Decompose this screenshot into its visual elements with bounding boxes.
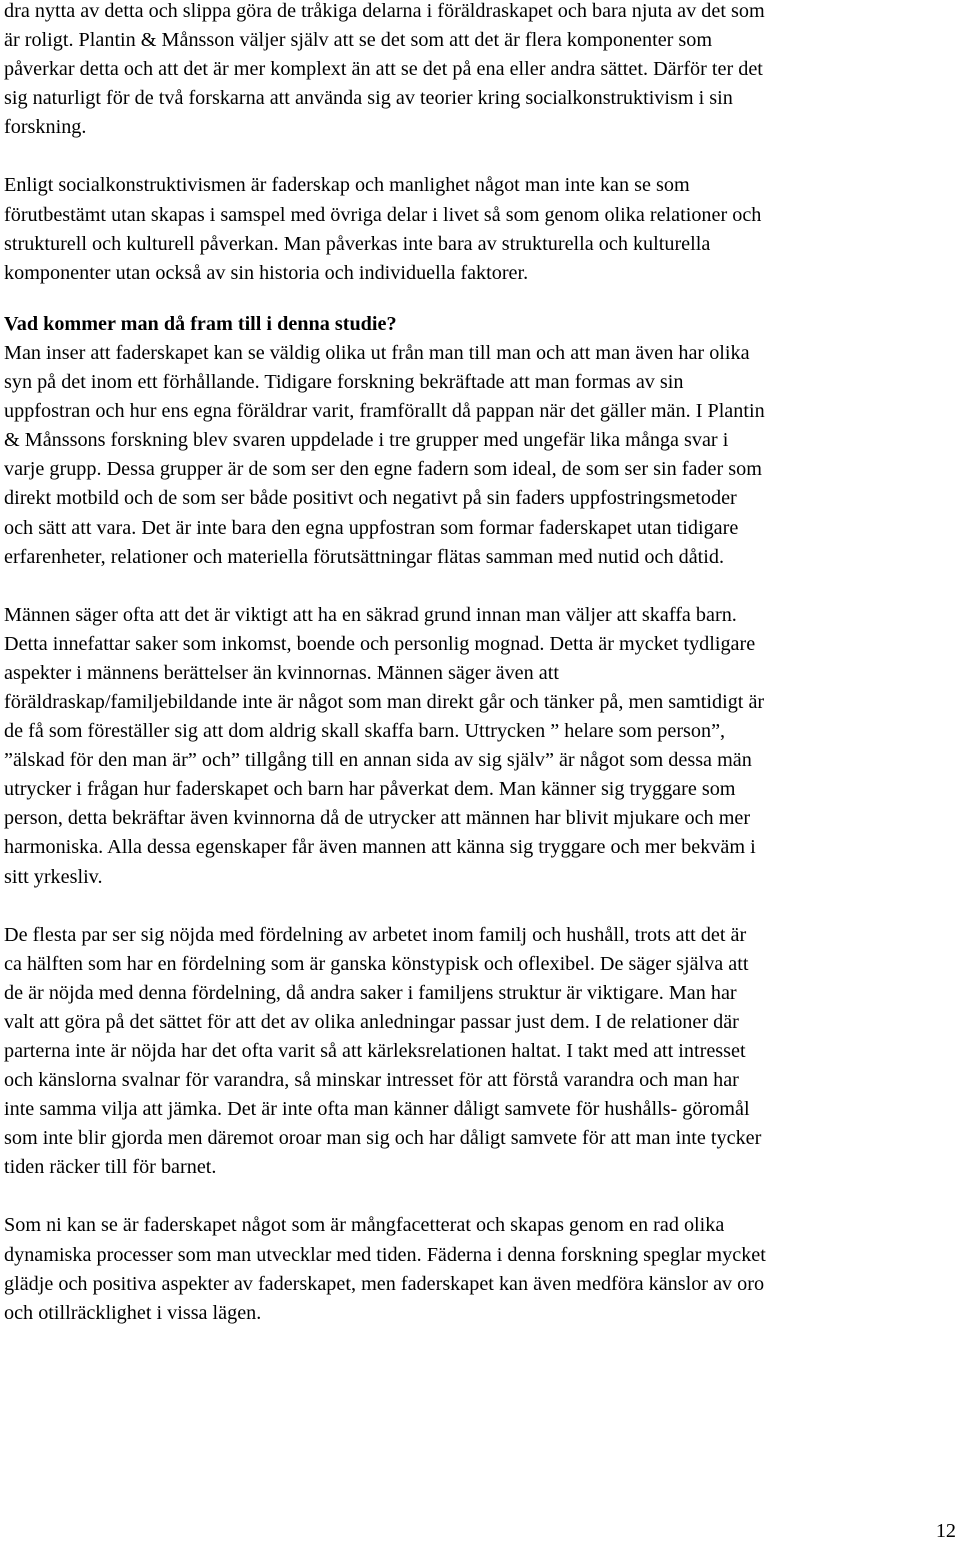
text-line: de är nöjda med denna fördelning, då andra saker i familjens struktur är viktigare. Man har: [4, 981, 737, 1004]
text-line: och otillräcklighet i vissa lägen.: [4, 1301, 262, 1324]
text-line: & Månssons forskning blev svaren uppdelade i tre grupper med ungefär lika många svar i: [4, 429, 729, 452]
paragraph-2: [4, 171, 959, 287]
text-line: är roligt. Plantin & Månsson väljer själv att se det som att det är flera komponenter som: [4, 29, 713, 52]
text-line: som inte blir gjorda men däremot oroar man sig och har dåligt samvete för att man inte tycker: [4, 1127, 762, 1150]
text-line: valt att göra på det sättet för att det av olika anledningar passar just dem. I de relationer där: [4, 1010, 739, 1033]
text-line: ”älskad för den man är” och” tillgång till en annan sida av sig själv” är något som dessa män: [4, 749, 752, 772]
text-line: och känslorna svalnar för varandra, så minskar intresset för att förstå varandra och man har: [4, 1069, 739, 1092]
text-line: person, detta bekräftar även kvinnorna då de utrycker att männen har blivit mjukare och mer: [4, 807, 751, 830]
text-line: forskning.: [4, 116, 87, 139]
paragraph-1: [4, 0, 959, 142]
text-line: dra nytta av detta och slippa göra de tråkiga delarna i föräldraskapet och bara njuta av det som: [4, 0, 765, 22]
text-line: påverkar detta och att det är mer komplext än att se det på ena eller andra sättet. Därför ter det: [4, 58, 763, 81]
text-line: utrycker i frågan hur faderskapet och barn har påverkat dem. Man känner sig tryggare som: [4, 778, 736, 801]
text-line: erfarenheter, relationer och materiella förutsättningar flätas samman med nutid och dåtid.: [4, 545, 725, 568]
text-line: glädje och positiva aspekter av faderskapet, men faderskapet kan även medföra känslor av oro: [4, 1272, 765, 1295]
text-line: inte samma vilja att jämka. Det är inte ofta man känner dåligt samvete för hushålls- göromål: [4, 1098, 750, 1121]
text-line: De flesta par ser sig nöjda med fördelning av arbetet inom familj och hushåll, trots att det är: [4, 923, 747, 946]
text-line: Som ni kan se är faderskapet något som är mångfacetterat och skapas genom en rad olika: [4, 1214, 725, 1237]
text-line: parterna inte är nöjda har det ofta varit så att kärleksrelationen haltat. I takt med att intresset: [4, 1040, 746, 1062]
paragraph-5: [4, 921, 959, 1183]
text-line: sitt yrkesliv.: [4, 865, 103, 888]
text-line: de få som föreställer sig att dom aldrig skall skaffa barn. Uttrycken ” helare som person”,: [4, 720, 726, 743]
text-line: tiden räcker till för barnet.: [4, 1156, 217, 1179]
text-line: sig naturligt för de två forskarna att använda sig av teorier kring socialkonstruktivism i sin: [4, 87, 733, 110]
paragraph-3: [4, 339, 959, 572]
text-line: direkt motbild och de som ser både positivt och negativt på sin faders uppfostringsmetoder: [4, 487, 737, 510]
text-line: förutbestämt utan skapas i samspel med övriga delar i livet så som genom olika relationer och: [4, 203, 762, 226]
paragraph-6: [4, 1211, 959, 1327]
text-line: uppfostran och hur ens egna föräldrar varit, framförallt då pappan när det gäller män. I Plantin: [4, 400, 765, 423]
text-line: varje grupp. Dessa grupper är de som ser den egne fadern som ideal, de som ser sin fader som: [4, 458, 762, 481]
text-line: föräldraskap/familjebildande inte är något som man direkt går och tänker på, men samtidigt är: [4, 690, 765, 713]
page-number: 12: [935, 1520, 956, 1542]
text-line: ca hälften som har en fördelning som är ganska könstypisk och oflexibel. De säger själva att: [4, 952, 749, 975]
text-line: syn på det inom ett förhållande. Tidigare forskning bekräftade att man formas av sin: [4, 371, 684, 394]
text-line: komponenter utan också av sin historia och individuella faktorer.: [4, 261, 529, 284]
text-line: dynamiska processer som man utvecklar med tiden. Fäderna i denna forskning speglar mycket: [4, 1243, 766, 1266]
text-line: Detta innefattar saker som inkomst, boende och personlig mognad. Detta är mycket tydligare: [4, 632, 756, 655]
text-line: harmoniska. Alla dessa egenskaper får även mannen att känna sig tryggare och mer bekväm i: [4, 836, 756, 859]
text-line: Männen säger ofta att det är viktigt att ha en säkrad grund innan man väljer att skaffa barn.: [4, 603, 737, 626]
paragraph-4: [4, 601, 959, 892]
text-line: aspekter i männens berättelser än kvinnornas. Männen säger även att: [4, 661, 559, 684]
text-line: strukturell och kulturell påverkan. Man påverkas inte bara av strukturella och kulturella: [4, 232, 711, 255]
text-line: Man inser att faderskapet kan se väldig olika ut från man till man och att man även har olika: [4, 341, 750, 364]
section-heading: Vad kommer man då fram till i denna studie?: [4, 312, 397, 335]
text-line: Enligt socialkonstruktivismen är faderskap och manlighet något man inte kan se som: [4, 174, 690, 197]
document-page: [4, 0, 959, 1328]
text-line: och sätt att vara. Det är inte bara den egna uppfostran som formar faderskapet utan tidigare: [4, 516, 739, 539]
